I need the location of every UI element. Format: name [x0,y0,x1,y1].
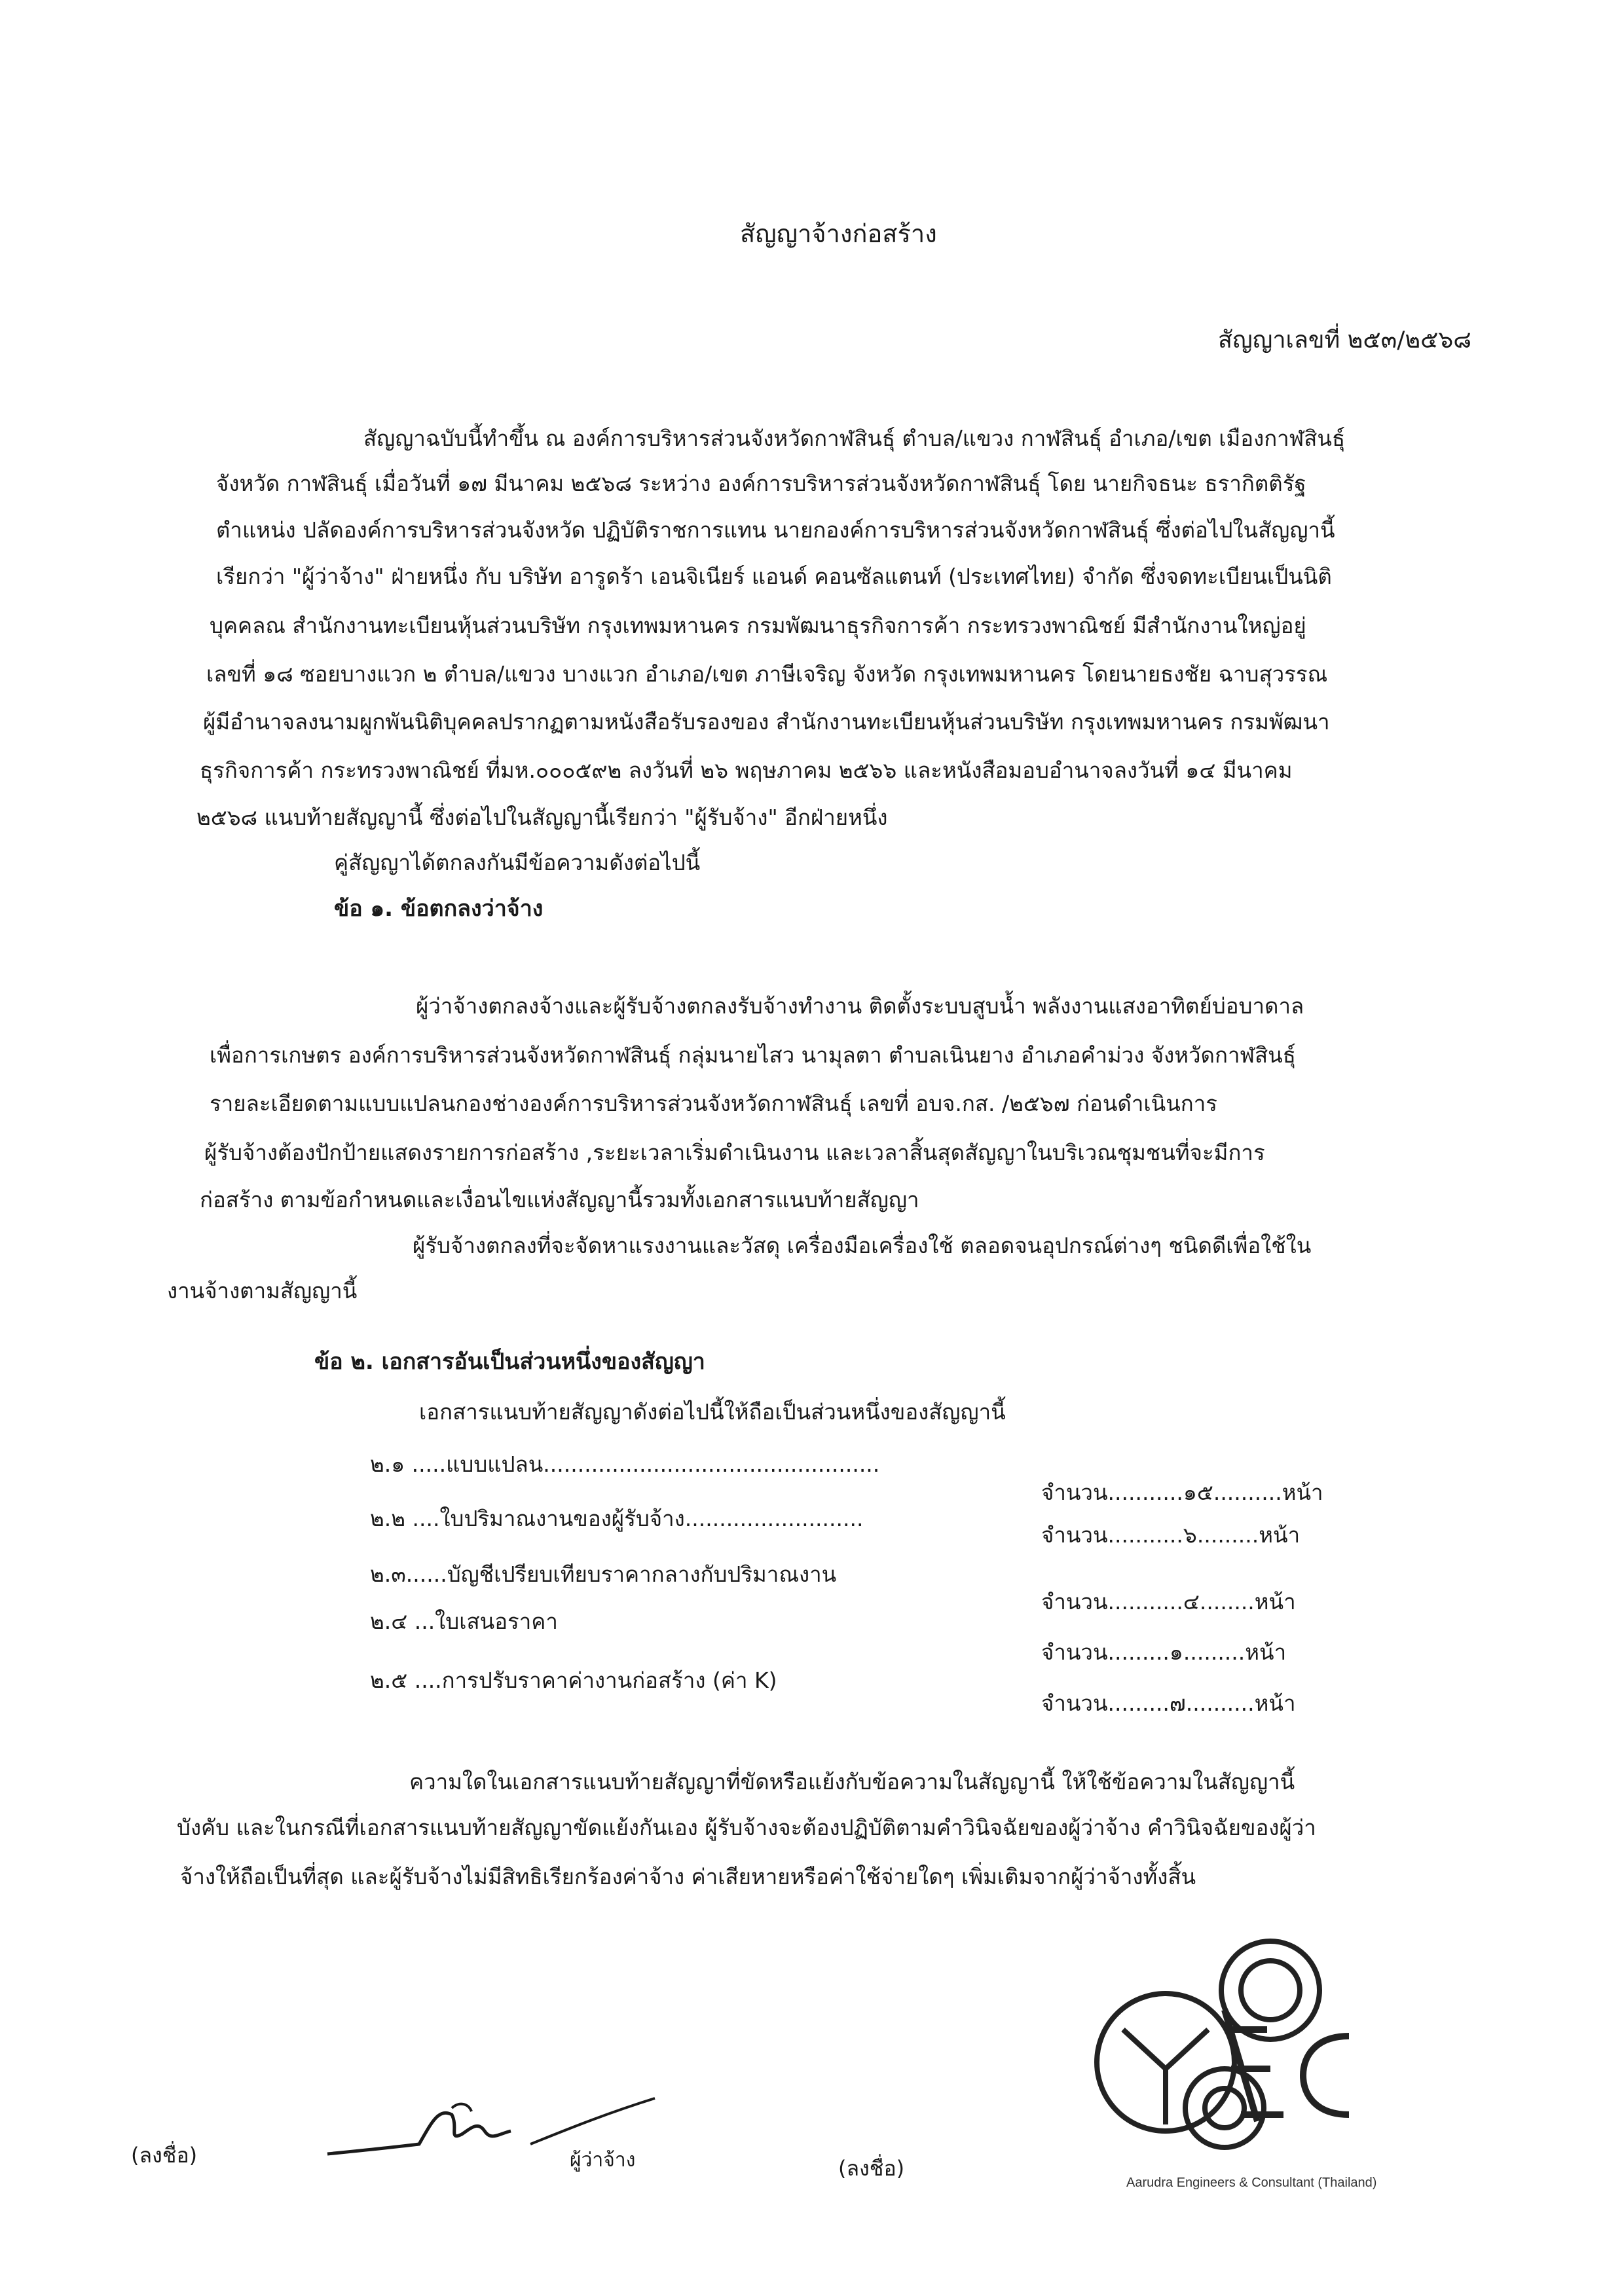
intro-line: เลขที่ ๑๘ ซอยบางแวก ๒ ตำบล/แขวง บางแวก อำเภอ/เขต ภาษีเจริญ จังหวัด กรุงเทพมหานคร โดยนายธงชัย ฉาบสุวรรณ [206,661,1328,687]
intro-line: คู่สัญญาได้ตกลงกันมีข้อความดังต่อไปนี้ [334,850,701,875]
attachment-count: จำนวน...........๔........หน้า [1041,1589,1296,1614]
clause2-heading: ข้อ ๒. เอกสารอันเป็นส่วนหนึ่งของสัญญา [314,1349,705,1375]
intro-line: จังหวัด กาฬสินธุ์ เมื่อวันที่ ๑๗ มีนาคม ๒๕๖๘ ระหว่าง องค์การบริหารส่วนจังหวัดกาฬสินธุ์ โดย นายกิจธนะ ธรากิตติรัฐ [216,471,1306,496]
attachment-count: จำนวน.........๑.........หน้า [1041,1639,1287,1665]
attachment-count: จำนวน...........๖.........หน้า [1041,1522,1301,1548]
intro-line: เรียกว่า "ผู้ว่าจ้าง" ฝ่ายหนึ่ง กับ บริษัท อารูดร้า เอนจิเนียร์ แอนด์ คอนซัลแตนท์ (ประเทศไทย) จำกัด ซึ่งจดทะเบียนเป็นนิติ [216,564,1332,589]
attachment-count: จำนวน...........๑๕..........หน้า [1041,1480,1323,1505]
intro-line: ตำแหน่ง ปลัดองค์การบริหารส่วนจังหวัด ปฏิบัติราชการแทน นายกองค์การบริหารส่วนจังหวัดกาฬสินธุ์ ซึ่งต่อไปในสัญญานี้ [216,517,1335,543]
closing-line: ความใดในเอกสารแนบท้ายสัญญาที่ขัดหรือแย้งกับข้อความในสัญญานี้ ให้ใช้ข้อความในสัญญานี้ [409,1769,1295,1795]
employer-signature [321,2095,537,2167]
intro-line: บุคคลณ สำนักงานทะเบียนหุ้นส่วนบริษัท กรุงเทพมหานคร กรมพัฒนาธุรกิจการค้า กระทรวงพาณิชย์ มีสำนักงานใหญ่อยู่ [210,613,1306,638]
signature-label-left: (ลงชื่อ) [131,2143,198,2168]
contract-number: สัญญาเลขที่ ๒๕๓/๒๕๖๘ [1218,327,1471,354]
attachment-count: จำนวน.........๗..........หน้า [1041,1690,1296,1716]
attachment-label: ๒.๓......บัญชีเปรียบเทียบราคากลางกับปริมาณงาน [370,1561,837,1587]
closing-line: จ้างให้ถือเป็นที่สุด และผู้รับจ้างไม่มีสิทธิเรียกร้องค่าจ้าง ค่าเสียหายหรือค่าใช้จ่ายใดๆ เพิ่มเติมจากผู้ว่าจ้างทั้งสิ้น [180,1864,1196,1889]
intro-line: ธุรกิจการค้า กระทรวงพาณิชย์ ที่มห.๐๐๐๕๙๒ ลงวันที่ ๒๖ พฤษภาคม ๒๕๖๖ และหนังสือมอบอำนาจลงวันที่ ๑๔ มีนาคม [200,757,1293,783]
company-seal-logo [1008,1899,1467,2239]
document-title: สัญญาจ้างก่อสร้าง [740,219,937,248]
intro-line: ผู้มีอำนาจลงนามผูกพันนิติบุคคลปรากฏตามหนังสือรับรองของ สำนักงานทะเบียนหุ้นส่วนบริษัท กรุงเทพมหานคร กรมพัฒนา [203,709,1330,735]
clause1-line: รายละเอียดตามแบบแปลนกองช่างองค์การบริหารส่วนจังหวัดกาฬสินธุ์ เลขที่ อบจ.กส. /๒๕๖๗ ก่อนดำเนินการ [210,1091,1217,1116]
signature-label-right: (ลงชื่อ) [838,2156,905,2181]
employer-role-label: ผู้ว่าจ้าง [570,2149,636,2172]
clause1-line: ก่อสร้าง ตามข้อกำหนดและเงื่อนไขแห่งสัญญานี้รวมทั้งเอกสารแนบท้ายสัญญา [200,1187,919,1212]
attachment-label: ๒.๕ ....การปรับราคาค่างานก่อสร้าง (ค่า K) [370,1667,777,1693]
clause1-line: ผู้ว่าจ้างตกลงจ้างและผู้รับจ้างตกลงรับจ้างทำงาน ติดตั้งระบบสูบน้ำ พลังงานแสงอาทิตย์บ่อบาดาล [416,993,1304,1019]
clause1-heading: ข้อ ๑. ข้อตกลงว่าจ้าง [334,896,544,922]
clause1-line: เพื่อการเกษตร องค์การบริหารส่วนจังหวัดกาฬสินธุ์ กลุ่มนายไสว นามุลตา ตำบลเนินยาง อำเภอคำม่วง จังหวัดกาฬสินธุ์ [210,1042,1296,1068]
seal-company-text: Aarudra Engineers & Consultant (Thailand) [1126,2176,1377,2190]
intro-line: สัญญาฉบับนี้ทำขึ้น ณ องค์การบริหารส่วนจังหวัดกาฬสินธุ์ ตำบล/แขวง กาฬสินธุ์ อำเภอ/เขต เมืองกาฬสินธุ์ [363,426,1346,451]
attachment-label: ๒.๒ ....ใบปริมาณงานของผู้รับจ้าง.......................... [370,1506,864,1531]
witness-signature [524,2092,668,2151]
clause2-intro: เอกสารแนบท้ายสัญญาดังต่อไปนี้ให้ถือเป็นส่วนหนึ่งของสัญญานี้ [419,1399,1006,1425]
intro-line: ๒๕๖๘ แนบท้ายสัญญานี้ ซึ่งต่อไปในสัญญานี้เรียกว่า "ผู้รับจ้าง" อีกฝ่ายหนึ่ง [196,805,888,830]
clause1-line: งานจ้างตามสัญญานี้ [167,1278,358,1303]
attachment-label: ๒.๔ ...ใบเสนอราคา [370,1609,558,1634]
clause1-line: ผู้รับจ้างต้องปักป้ายแสดงรายการก่อสร้าง ,ระยะเวลาเริ่มดำเนินงาน และเวลาสิ้นสุดสัญญาในบริเวณชุมชนที่จะมีการ [204,1140,1265,1165]
closing-line: บังคับ และในกรณีที่เอกสารแนบท้ายสัญญาขัดแย้งกันเอง ผู้รับจ้างจะต้องปฏิบัติตามคำวินิจฉัยของผู้ว่าจ้าง คำวินิจฉัยของผู้ว่า [177,1815,1316,1840]
clause1-line: ผู้รับจ้างตกลงที่จะจัดหาแรงงานและวัสดุ เครื่องมือเครื่องใช้ ตลอดจนอุปกรณ์ต่างๆ ชนิดดีเพื่อใช้ใน [413,1233,1312,1258]
attachment-label: ๒.๑ .....แบบแปลน................................................. [370,1451,880,1477]
